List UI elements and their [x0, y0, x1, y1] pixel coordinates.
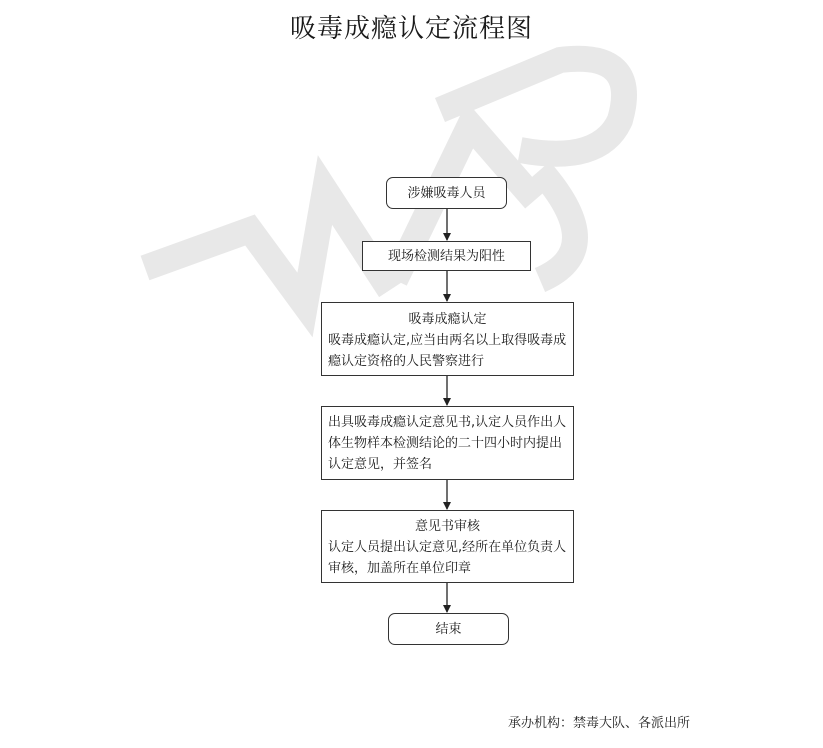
- positive-test-node: [362, 241, 531, 271]
- positive-test-label: 现场检测结果为阳性: [387, 248, 505, 264]
- end-node-label: 结束: [435, 621, 462, 637]
- start-node: [386, 177, 507, 209]
- review-body: 认定人员提出认定意见,经所在单位负责人审核，加盖所在单位印章: [328, 540, 567, 576]
- identification-heading: 吸毒成瘾认定: [408, 312, 487, 327]
- review-node: [321, 510, 574, 583]
- responsible-agency-note: 承办机构：禁毒大队、各派出所: [507, 716, 690, 731]
- page-title: 吸毒成瘾认定流程图: [289, 14, 533, 44]
- opinion-body: 出具吸毒成瘾认定意见书,认定人员作出人体生物样本检测结论的二十四小时内提出认定意见，并签名: [328, 415, 567, 472]
- end-node: [388, 613, 509, 645]
- opinion-node: [321, 406, 574, 480]
- review-heading: 意见书审核: [414, 519, 480, 534]
- identification-body: 吸毒成瘾认定,应当由两名以上取得吸毒成瘾认定资格的人民警察进行: [328, 333, 567, 369]
- identification-node: [321, 302, 574, 376]
- start-node-label: 涉嫌吸毒人员: [407, 185, 486, 201]
